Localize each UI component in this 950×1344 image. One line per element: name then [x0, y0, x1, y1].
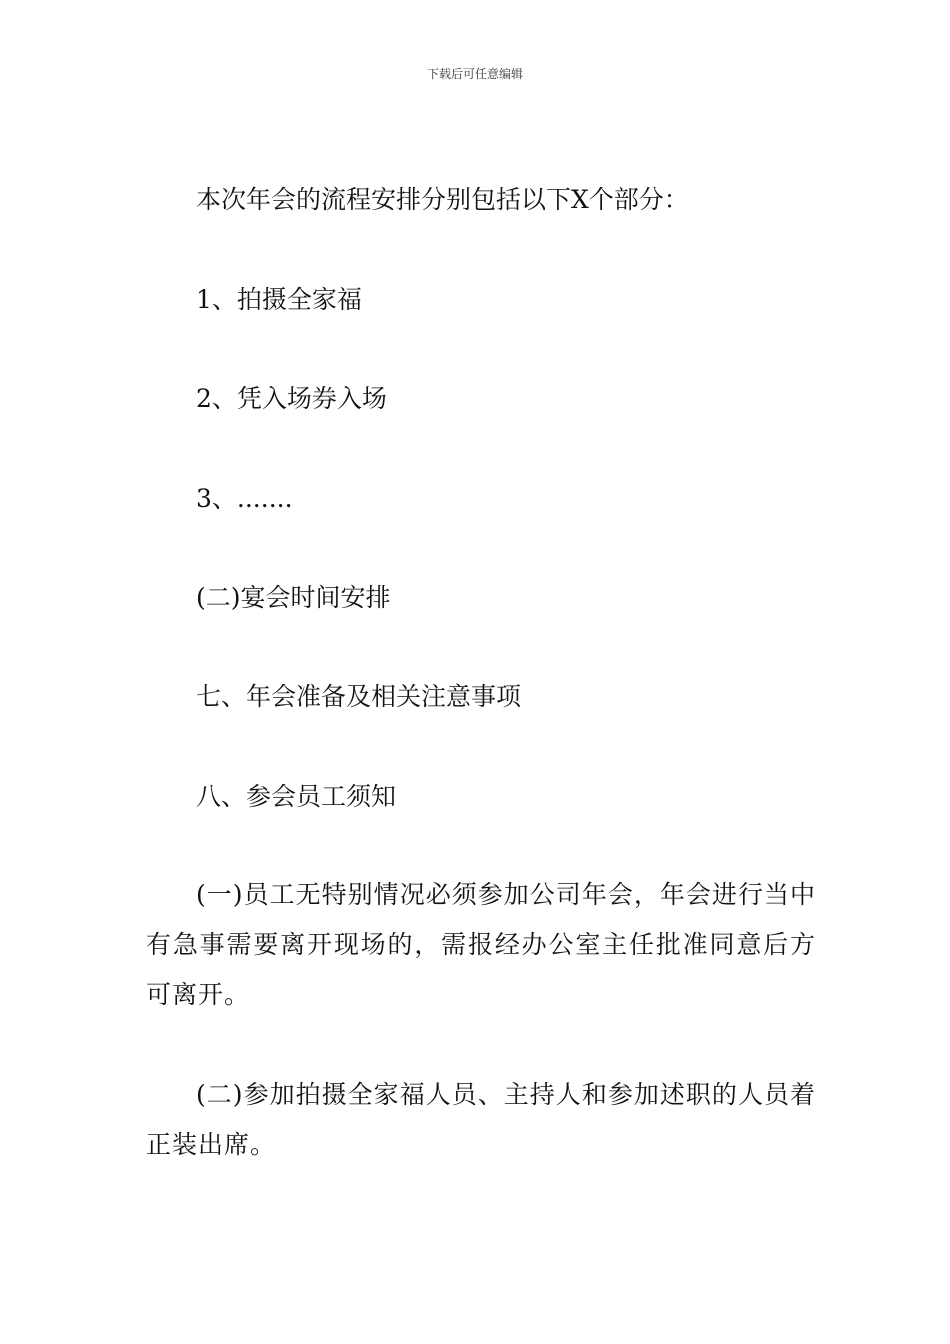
paragraph-attendance-rule: (一)员工无特别情况必须参加公司年会，年会进行当中有急事需要离开现场的，需报经办公室主任批准同意后方可离开。 [146, 880, 816, 1009]
section-banquet-schedule: (二)宴会时间安排 [196, 583, 391, 612]
section-heading-8: 八、参会员工须知 [196, 782, 397, 811]
process-intro-line: 本次年会的流程安排分别包括以下X个部分： [196, 185, 689, 214]
section-heading-7: 七、年会准备及相关注意事项 [196, 682, 522, 711]
page-header-note: 下载后可任意编辑 [426, 67, 523, 81]
paragraph-dress-code: (二)参加拍摄全家福人员、主持人和参加述职的人员着正装出席。 [146, 1080, 816, 1159]
list-item-3: 3、....... [196, 484, 293, 513]
list-item-2: 2、凭入场券入场 [196, 384, 387, 413]
list-item-1: 1、拍摄全家福 [196, 285, 362, 314]
